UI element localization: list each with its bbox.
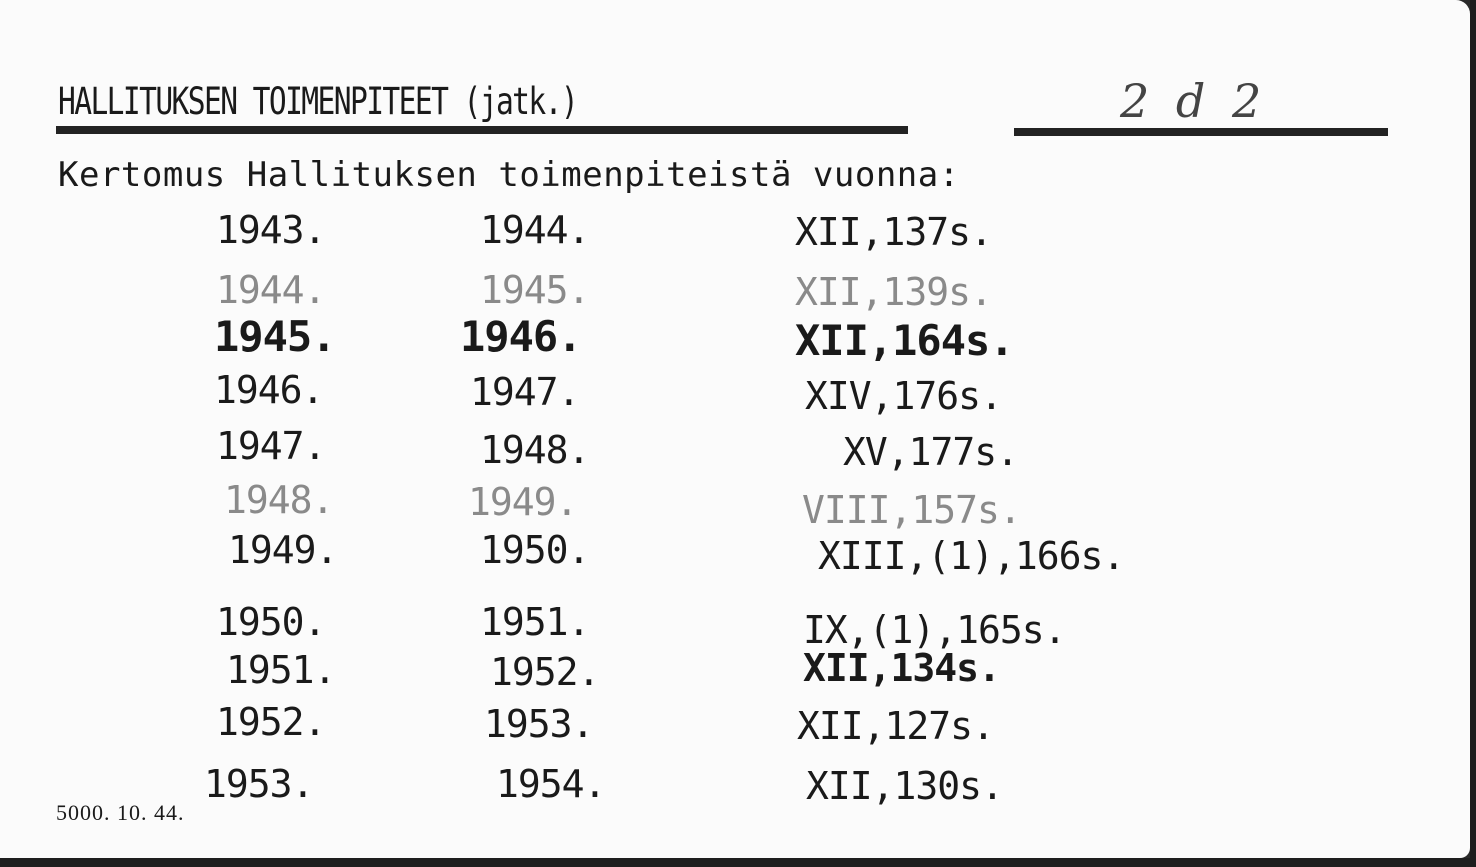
extent-cell: XII,137s. (795, 210, 992, 254)
year-cell: 1944. (216, 268, 326, 312)
published-cell: 1947. (470, 370, 580, 414)
year-cell: 1951. (226, 648, 336, 692)
published-cell: 1953. (484, 702, 594, 746)
year-cell: 1949. (228, 528, 338, 572)
year-cell: 1953. (204, 762, 314, 806)
published-cell: 1944. (480, 208, 590, 252)
extent-cell: XV,177s. (843, 430, 1019, 474)
extent-cell: XIV,176s. (805, 374, 1002, 418)
year-cell: 1950. (216, 600, 326, 644)
published-cell: 1952. (490, 650, 600, 694)
title-underline (56, 126, 908, 134)
extent-cell: XII,139s. (795, 270, 992, 314)
signum: 2 d 2 (1120, 74, 1268, 128)
signum-underline (1014, 128, 1388, 136)
year-cell: 1945. (214, 312, 336, 361)
published-cell: 1948. (480, 428, 590, 472)
extent-cell: VIII,157s. (802, 488, 1021, 532)
card-title: HALLITUKSEN TOIMENPITEET (jatk.) (58, 80, 578, 123)
extent-cell: XII,164s. (795, 316, 1014, 365)
extent-cell: XII,130s. (806, 764, 1003, 808)
published-cell: 1950. (480, 528, 590, 572)
published-cell: 1949. (468, 480, 578, 524)
extent-cell: IX,(1),165s. (803, 608, 1066, 652)
published-cell: 1951. (480, 600, 590, 644)
intro-text: Kertomus Hallituksen toimenpiteistä vuonna: (58, 155, 960, 195)
extent-cell: XIII,(1),166s. (818, 534, 1125, 578)
card-bottom-shadow (0, 858, 1476, 867)
extent-cell: XII,127s. (797, 704, 994, 748)
year-cell: 1943. (216, 208, 326, 252)
year-cell: 1948. (224, 478, 334, 522)
year-cell: 1947. (216, 424, 326, 468)
year-cell: 1946. (214, 368, 324, 412)
extent-cell: XII,134s. (803, 646, 1000, 690)
published-cell: 1946. (460, 312, 582, 361)
published-cell: 1945. (480, 268, 590, 312)
print-run-note: 5000. 10. 44. (56, 800, 185, 825)
published-cell: 1954. (496, 762, 606, 806)
year-cell: 1952. (216, 700, 326, 744)
card-edge-shadow (1470, 0, 1476, 867)
